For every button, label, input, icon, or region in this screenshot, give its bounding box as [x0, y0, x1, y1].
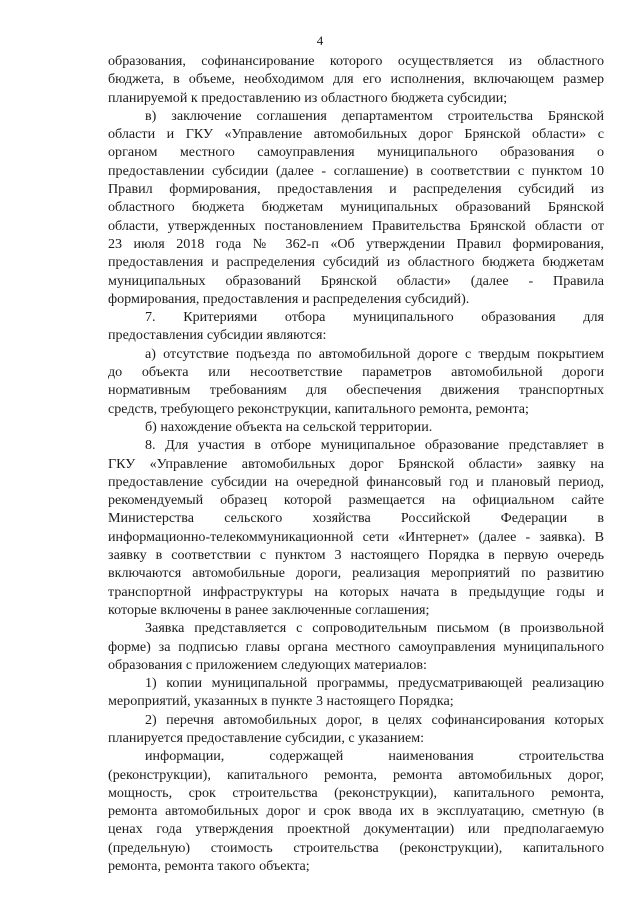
text-line: ремонта автомобильных дорог и срок ввода их в эксплуатацию, сметную (в [108, 803, 604, 820]
text-line: ценах года утверждения проектной документации) или предполагаемую [108, 821, 604, 838]
text-line: нормативным требованиям для обеспечения движения транспортных [108, 382, 604, 399]
text-line: форме) за подписью главы органа местного самоуправления муниципального [108, 638, 604, 655]
text-line: Министерства сельского хозяйства Российской Федерации в [108, 510, 604, 527]
text-line: рекомендуемый образец которой размещается на официальном сайте [108, 492, 604, 509]
paragraph-item-2 [108, 711, 604, 748]
text-line: образования с приложением следующих материалов: [108, 656, 427, 673]
text-line: (предельную) стоимость строительства (реконструкции), капитального [108, 839, 604, 856]
text-line: транспортной инфраструктуры на которых начата в предыдущие годы и [108, 583, 604, 600]
paragraph-item-8 [108, 436, 604, 619]
text-line: мощность, срок строительства (реконструкции), капитального ремонта, [108, 784, 604, 801]
text-line: 23 июля 2018 года № 362-п «Об утверждении Правил формирования, [108, 235, 604, 252]
paragraph-item-v [108, 107, 604, 308]
page-number: 4 [316, 33, 324, 48]
paragraph-item-7 [108, 308, 604, 345]
text-line: средств, требующего реконструкции, капитального ремонта, ремонта; [108, 400, 529, 417]
text-line: планируется предоставление субсидии, с указанием: [108, 729, 425, 746]
text-line: включаются автомобильные дороги, реализация мероприятий по развитию [108, 565, 604, 582]
text-line: а) отсутствие подъезда по автомобильной дороге с твердым покрытием [145, 345, 604, 362]
text-line: б) нахождение объекта на сельской территории. [145, 418, 433, 435]
text-line: 1) копии муниципальной программы, предусматривающей реализацию [145, 675, 604, 692]
text-line: Заявка представляется с сопроводительным письмом (в произвольной [145, 620, 604, 637]
text-line: формирования, предоставления и распределения субсидий). [108, 290, 470, 307]
text-line: мероприятий, указанных в пункте 3 настоящего Порядка; [108, 693, 454, 710]
text-line: 8. Для участия в отборе муниципальное образование представляет в [145, 437, 604, 454]
text-line: информационно-телекоммуникационной сети «Интернет» (далее - заявка). В [108, 528, 604, 545]
text-line: предоставление субсидии на очередной финансовый год и плановый период, [108, 473, 604, 490]
text-line: заявку в соответствии с пунктом 3 настоящего Порядка в первую очередь [108, 547, 604, 564]
text-line: муниципальных образований Брянской области» (далее - Правила [108, 272, 604, 289]
paragraph-information [108, 747, 604, 875]
paragraph-application [108, 619, 604, 674]
text-line: (реконструкции), капитального ремонта, ремонта автомобильных дорог, [108, 766, 604, 783]
text-line: бюджета, в объеме, необходимом для его исполнения, включающем размер [108, 71, 604, 88]
text-line: ГКУ «Управление автомобильных дорог Брянской области» заявку на [108, 455, 604, 472]
text-line: предоставлении субсидии (далее - соглашение) в соответствии с пунктом 10 [108, 162, 604, 179]
paragraph-item-1 [108, 674, 604, 711]
text-line: области и ГКУ «Управление автомобильных дорог Брянской области» с [108, 126, 604, 143]
paragraph-continuation [108, 52, 604, 107]
paragraph-item-b [108, 418, 604, 436]
text-line: областного бюджета бюджетам муниципальных образований Брянской [108, 199, 604, 216]
text-line: в) заключение соглашения департаментом строительства Брянской [145, 107, 604, 124]
text-line: органом местного самоуправления муниципального образования о [108, 144, 604, 161]
text-line: до объекта или несоответствие параметров автомобильной дороги [108, 364, 604, 381]
text-line: ремонта, ремонта такого объекта; [108, 858, 310, 875]
document-body [108, 52, 604, 875]
text-line: предоставления субсидии являются: [108, 327, 327, 344]
text-line: 7. Критериями отбора муниципального образования для [145, 309, 604, 326]
text-line: образования, софинансирование которого осуществляется из областного [108, 53, 604, 69]
text-line: предоставления и распределения субсидий из областного бюджета бюджетам [108, 254, 604, 271]
text-line: планируемой к предоставлению из областного бюджета субсидии; [108, 89, 508, 106]
text-line: информации, содержащей наименования строительства [145, 748, 604, 765]
text-line: 2) перечня автомобильных дорог, в целях софинансирования которых [145, 711, 604, 728]
text-line: области, утвержденных постановлением Правительства Брянской области от [108, 217, 604, 234]
text-line: Правил формирования, предоставления и распределения субсидий из [108, 181, 604, 198]
text-line: которые включены в ранее заключенные соглашения; [108, 601, 430, 618]
paragraph-item-a [108, 345, 604, 418]
